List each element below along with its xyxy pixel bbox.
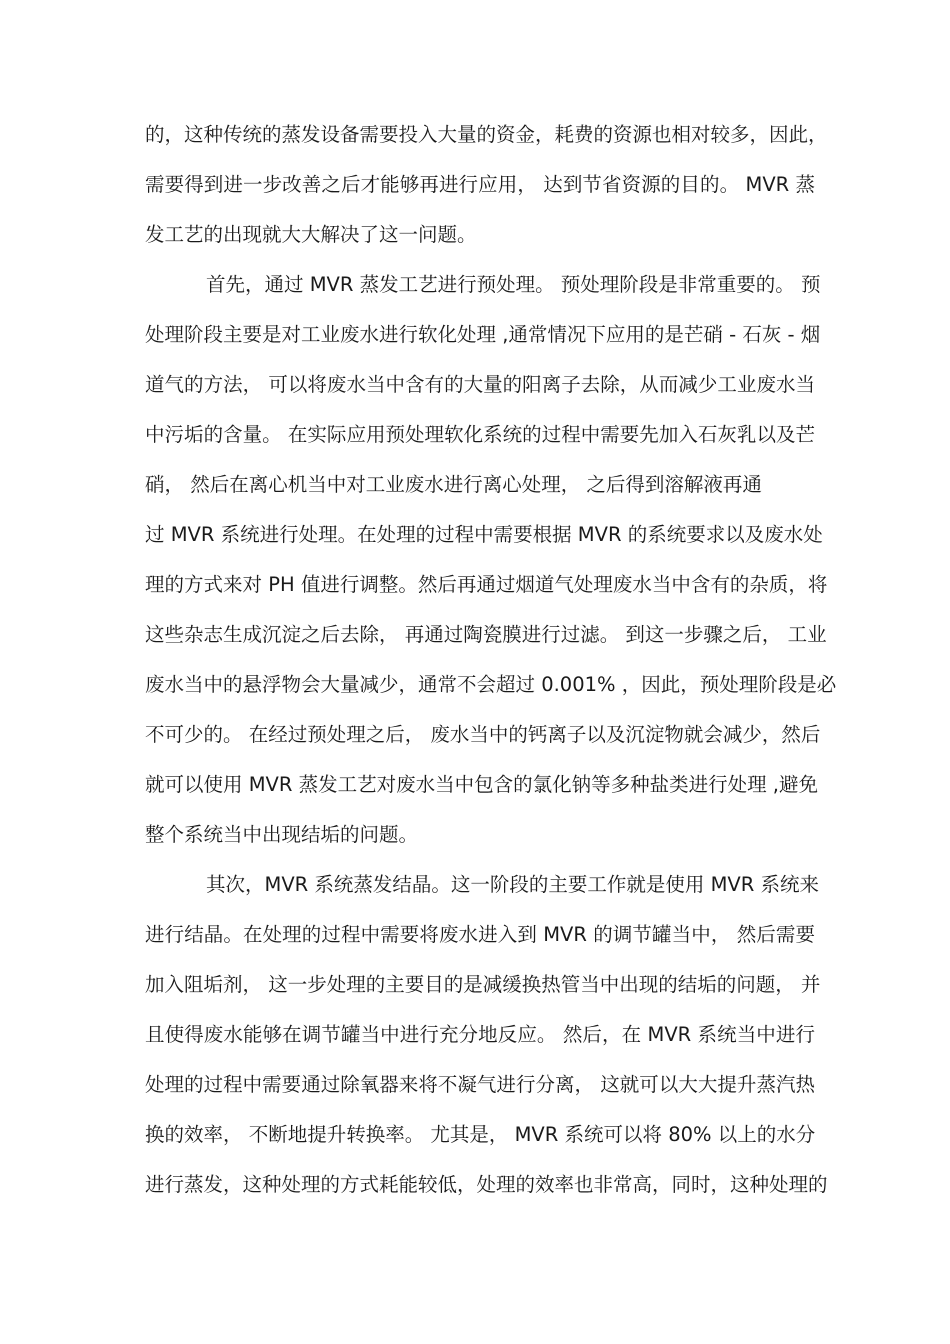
paragraph-1-line-2: 需要得到进一步改善之后才能够再进行应用， 达到节省资源的目的。 MVR 蒸: [145, 173, 815, 196]
paragraph-3-line-4: 且使得废水能够在调节罐当中进行充分地反应。 然后，在 MVR 系统当中进行: [145, 1023, 815, 1046]
paragraph-2-line-8: 这些杂志生成沉淀之后去除， 再通过陶瓷膜进行过滤。 到这一步骤之后， 工业: [145, 623, 827, 646]
paragraph-3-line-3: 加入阻垢剂， 这一步处理的主要目的是减缓换热管当中出现的结垢的问题， 并: [145, 973, 821, 996]
body-text: [145, 110, 837, 1210]
paragraph-3-line-2: 进行结晶。在处理的过程中需要将废水进入到 MVR 的调节罐当中， 然后需要: [145, 923, 815, 946]
paragraph-2-line-7: 理的方式来对 PH 值进行调整。然后再通过烟道气处理废水当中含有的杂质，将: [145, 573, 828, 596]
paragraph-3-line-6: 换的效率， 不断地提升转换率。 尤其是， MVR 系统可以将 80% 以上的水分: [145, 1123, 816, 1146]
paragraph-2-line-11: 就可以使用 MVR 蒸发工艺对废水当中包含的氯化钠等多种盐类进行处理 ,避免: [145, 773, 819, 796]
paragraph-2-line-12: 整个系统当中出现结垢的问题。: [145, 823, 419, 846]
paragraph-2-line-9: 废水当中的悬浮物会大量减少，通常不会超过 0.001% ，因此，预处理阶段是必: [145, 673, 837, 696]
paragraph-1-line-1: 的，这种传统的蒸发设备需要投入大量的资金，耗费的资源也相对较多，因此，: [145, 123, 828, 146]
paragraph-3-line-5: 处理的过程中需要通过除氧器来将不凝气进行分离， 这就可以大大提升蒸汽热: [145, 1073, 815, 1096]
paragraph-3-line-1: 其次，MVR 系统蒸发结晶。这一阶段的主要工作就是使用 MVR 系统来: [206, 873, 820, 896]
paragraph-2-line-10: 不可少的。 在经过预处理之后， 废水当中的钙离子以及沉淀物就会减少，然后: [145, 723, 821, 746]
paragraph-3-line-7: 进行蒸发，这种处理的方式耗能较低，处理的效率也非常高，同时，这种处理的: [145, 1173, 828, 1196]
paragraph-1-line-3: 发工艺的出现就大大解决了这一问题。: [145, 223, 477, 246]
paragraph-2-line-4: 中污垢的含量。 在实际应用预处理软化系统的过程中需要先加入石灰乳以及芒: [145, 423, 815, 446]
paragraph-2-line-2: 处理阶段主要是对工业废水进行软化处理 ,通常情况下应用的是芒硝 - 石灰 - 烟: [145, 323, 821, 346]
paragraph-2-line-5: 硝， 然后在离心机当中对工业废水进行离心处理， 之后得到溶解液再通: [145, 473, 762, 496]
paragraph-2-line-6: 过 MVR 系统进行处理。在处理的过程中需要根据 MVR 的系统要求以及废水处: [145, 523, 823, 546]
paragraph-2-line-3: 道气的方法， 可以将废水当中含有的大量的阳离子去除，从而减少工业废水当: [145, 373, 815, 396]
paragraph-2-line-1: 首先，通过 MVR 蒸发工艺进行预处理。 预处理阶段是非常重要的。 预: [206, 273, 821, 296]
